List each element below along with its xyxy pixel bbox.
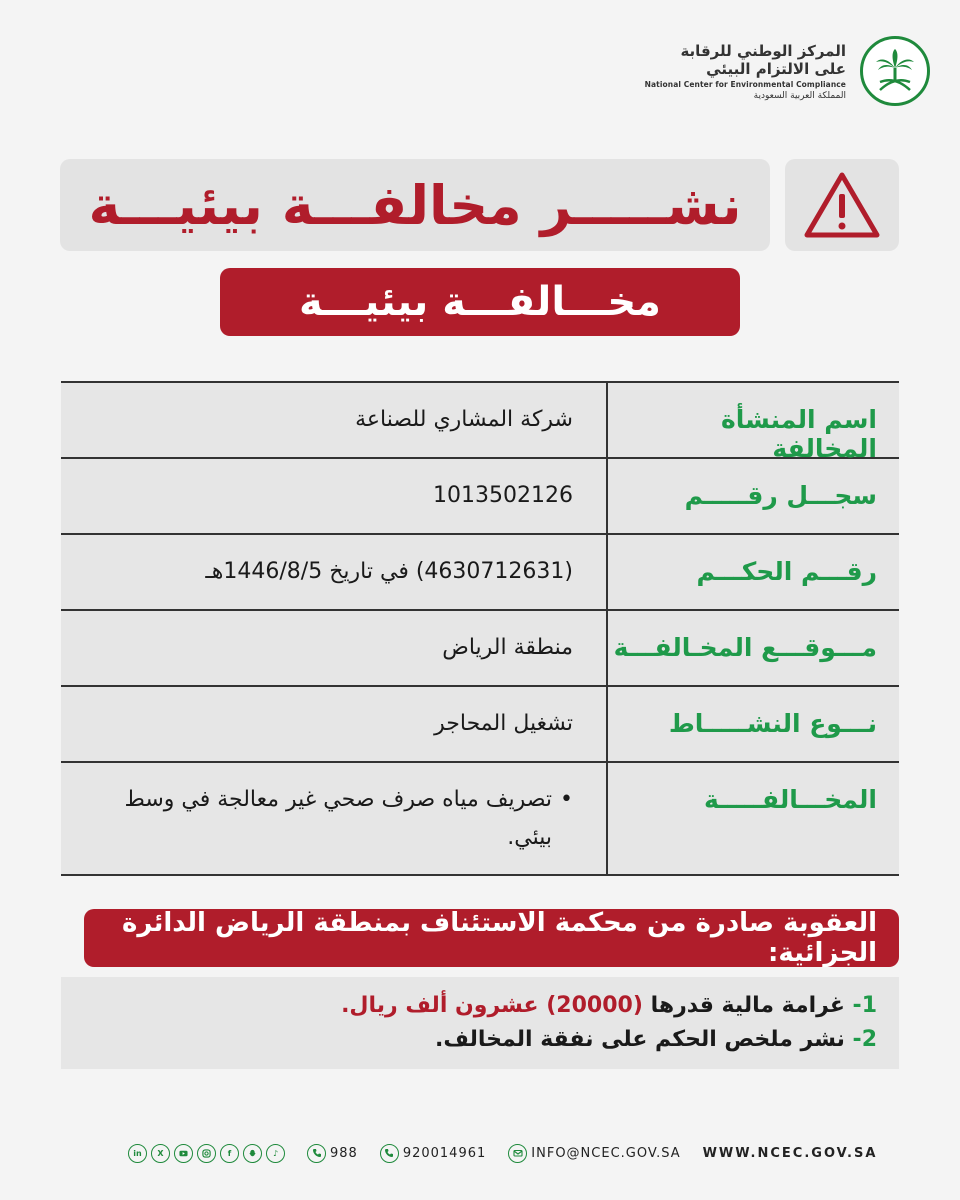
table-row [61,763,899,876]
facebook-icon[interactable]: f [220,1144,239,1163]
row-label: المخـــالفـــــة [606,763,899,874]
penalty-banner [84,909,899,967]
table-row [61,687,899,763]
row-value: منطقة الرياض [442,635,573,660]
instagram-icon[interactable] [197,1144,216,1163]
email-contact[interactable] [508,1144,680,1163]
palm-swords-emblem-icon [860,36,930,106]
violation-description: تصريف مياه صرف صحي غير معالجة في وسط بيئي. [124,787,553,850]
row-label: سجـــل رقـــــم [606,459,899,533]
table-row [61,459,899,535]
list-item [61,989,877,1023]
phone-short-contact[interactable] [307,1144,358,1163]
email-icon [508,1144,527,1163]
linkedin-icon[interactable]: in [128,1144,147,1163]
youtube-icon[interactable] [174,1144,193,1163]
footer [128,1140,878,1166]
org-name-english: National Center for Environmental Compliance [644,79,846,89]
item-highlight: (20000) عشرون ألف ريال. [341,993,643,1018]
org-name-block [645,42,846,101]
page-title: نشـــــر مخالفـــة بيئيـــة [88,173,742,237]
table-row [61,611,899,687]
phone-icon [380,1144,399,1163]
website-link[interactable]: WWW.NCEC.GOV.SA [702,1145,878,1161]
x-icon[interactable]: X [151,1144,170,1163]
email-address: INFO@NCEC.GOV.SA [531,1145,681,1161]
phone-icon [307,1144,326,1163]
row-label: مـــوقـــع المخـالفـــة [606,611,899,685]
penalty-title: العقوبة صادرة من محكمة الاستئناف بمنطقة الرياض الدائرة الجزائية: [122,908,877,968]
snapchat-icon[interactable] [243,1144,262,1163]
item-text: نشر ملخص الحكم على نفقة المخالف. [435,1027,845,1052]
row-value: (4630712631) في تاريخ 1446/8/5هـ [205,559,573,584]
row-value: 1013502126 [433,483,573,508]
violation-details-table [61,381,899,876]
list-item [81,781,573,857]
org-name-line1: المركز الوطني للرقابة [680,41,846,60]
title-panel [60,159,770,251]
phone-long-contact[interactable] [380,1144,486,1163]
phone-long: 920014961 [402,1145,487,1161]
org-name-line2: على الالتزام البيئي [706,59,846,78]
row-value-list [61,763,606,874]
row-label: نـــوع النشـــــاط [606,687,899,761]
row-value: تشغيل المحاجر [434,711,573,736]
item-text: غرامة مالية قدرها [650,993,845,1018]
subtitle: مخـــالفـــة بيئيـــة [299,279,661,325]
table-row [61,535,899,611]
item-number: 2- [852,1027,877,1052]
warning-panel [785,159,899,251]
row-label: رقـــم الحكـــم [606,535,899,609]
social-links [128,1144,285,1163]
header-logo [645,36,930,106]
phone-short: 988 [330,1145,358,1161]
row-label: اسم المنشأة المخالفة [606,383,899,457]
table-row [61,383,899,463]
penalty-list [61,977,899,1069]
subtitle-banner [220,268,740,336]
tiktok-icon[interactable]: ♪ [266,1144,285,1163]
bullet-icon: • [560,787,573,812]
item-number: 1- [852,993,877,1018]
row-value: شركة المشاري للصناعة [355,407,573,432]
list-item [61,1023,877,1057]
kingdom-label: المملكة العربية السعودية [753,90,846,101]
warning-triangle-icon [803,170,881,240]
